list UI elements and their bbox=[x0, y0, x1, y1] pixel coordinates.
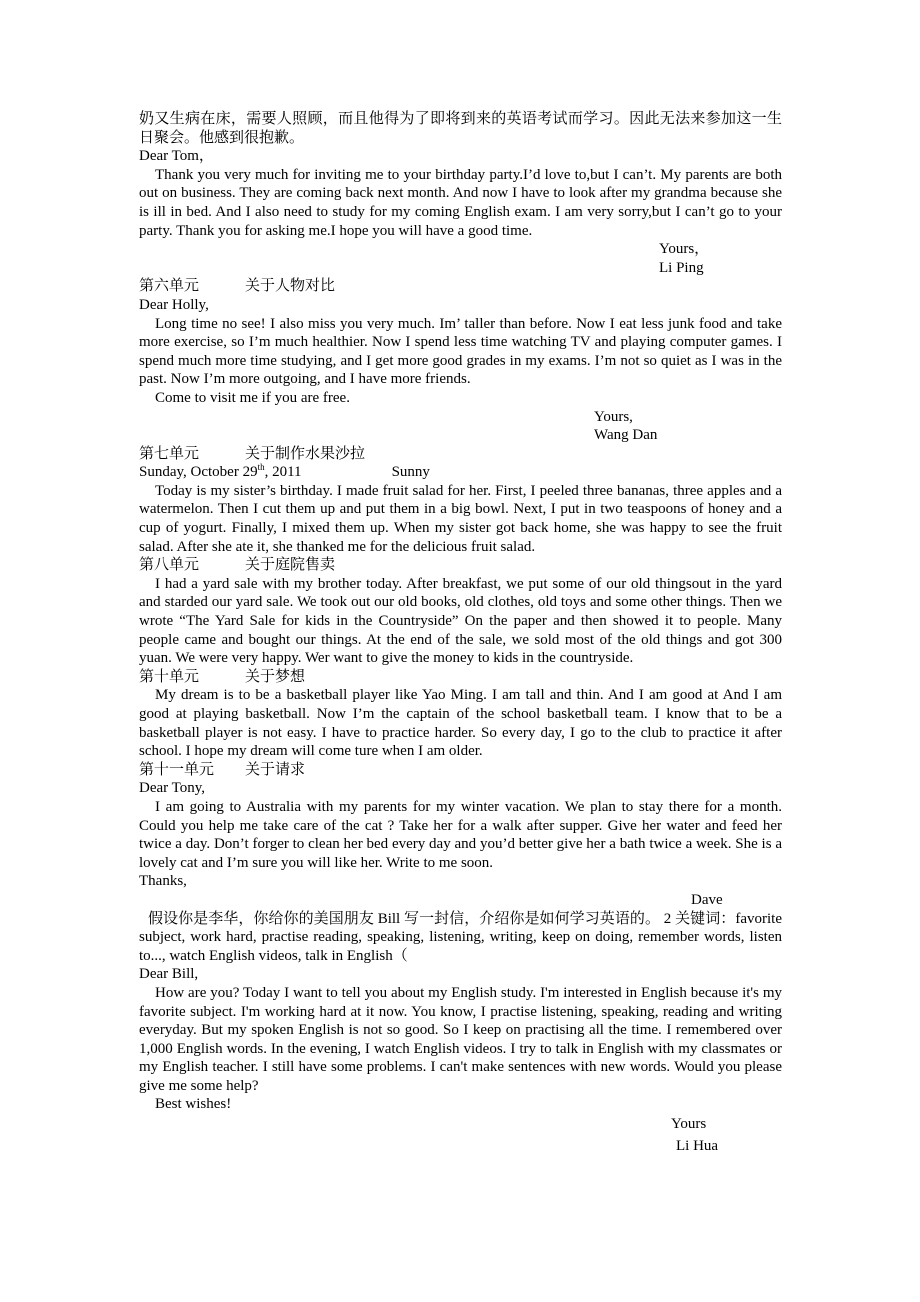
s12-closing: Yours bbox=[671, 1116, 707, 1133]
s12-signature: Li Hua bbox=[676, 1137, 719, 1154]
s11-body: I am going to Australia with my parents for my winter vacation. We plan to stay there for a month. Could you help me take care of the cat ? Take her for a walk after supper. Give her water and feed her twice a day. Don’t forger to clean her bed every day and you’d better give her a bath twice a week. She is a lovely cat and I’m sure you will like her. Write to me soon. bbox=[139, 798, 782, 871]
s10-heading bbox=[139, 668, 782, 687]
s11-closing: Thanks, bbox=[139, 873, 187, 890]
s5-greeting: Dear Tom， bbox=[139, 148, 214, 165]
s6-body2: Come to visit me if you are free. bbox=[155, 389, 350, 406]
s7-unit: 第七单元 bbox=[139, 445, 200, 462]
s8-unit: 第八单元 bbox=[139, 557, 200, 574]
s11-greeting: Dear Tony, bbox=[139, 780, 206, 797]
s7-weather: Sunny bbox=[391, 464, 430, 481]
s6-heading bbox=[139, 277, 782, 296]
s5-body: Thank you very much for inviting me to your birthday party.I’d love to,but I can’t. My parents are both out on business. They are coming back next month. And now I have to look after my grandma because she is ill in bed. And I also need to study for my coming English exam. I am very sorry,but I can’t go to your party. Thank you for asking me.I hope you will have a good time. bbox=[139, 166, 782, 239]
s5-signature: Li Ping bbox=[659, 259, 704, 276]
s11-signature: Dave bbox=[691, 891, 723, 908]
s8-body: I had a yard sale with my brother today. After breakfast, we put some of our old thingsout in the yard and starded our yard sale. We took out our old books, old clothes, old toys and some other things. Then we wrote “The Yard Sale for kids in the Countryside” On the paper and then showed it to people. Many people came and bought our things. At the end of the sale, we sold most of the old things and got 300 yuan. We were very happy. Wer want to give the money to kids in the countryside. bbox=[139, 575, 782, 667]
s7-date-sup: th bbox=[257, 462, 265, 473]
s7-topic: 关于制作水果沙拉 bbox=[245, 445, 366, 462]
s6-closing: Yours, bbox=[594, 408, 633, 425]
s6-topic: 关于人物对比 bbox=[245, 278, 336, 295]
s7-date-line bbox=[139, 463, 782, 482]
s12-prompt: 假设你是李华，你给你的美国朋友 Bill 写一封信，介绍你是如何学习英语的。 2 关键词：favorite subject, work hard, practise reading, speaking, listening, writing, keep on doing, remember words, listen to..., watch English videos, talk in English（ bbox=[139, 910, 782, 964]
s11-topic: 关于请求 bbox=[245, 761, 306, 778]
s10-topic: 关于梦想 bbox=[245, 668, 306, 685]
s12-body: How are you? Today I want to tell you about my English study. I'm interested in English because it's my favorite subject. I'm working hard at it now. You know, I practise listening, speaking, reading and writing everyday. But my spoken English is not so good. So I keep on practising all the time. I remembered over 1,000 English words. In the evening, I watch English videos. I try to talk in English with my classmates or my English teacher. I still have some problems. I can't make sentences with new words. Would you please give me some help? bbox=[139, 984, 782, 1094]
s8-heading bbox=[139, 556, 782, 575]
s11-unit: 第十一单元 bbox=[139, 761, 215, 778]
s7-date-post: , 2011 bbox=[264, 464, 302, 481]
s8-topic: 关于庭院售卖 bbox=[245, 557, 336, 574]
s6-unit: 第六单元 bbox=[139, 278, 200, 295]
s6-body: Long time no see! I also miss you very much. Im’ taller than before. Now I eat less junk food and take more exercise, so I’m much healthier. Now I spend less time watching TV and playing computer games. I spend much more time studying, and I get more good grades in my exams. I’m not so quiet as I was in the past. Now I’m more outgoing, and I have more friends. bbox=[139, 315, 782, 388]
s12-body2: Best wishes! bbox=[155, 1096, 232, 1113]
s6-greeting: Dear Holly, bbox=[139, 296, 209, 313]
s10-unit: 第十单元 bbox=[139, 668, 200, 685]
s7-date-pre: Sunday, October 29 bbox=[139, 464, 258, 481]
document-column bbox=[139, 110, 782, 1155]
s6-signature: Wang Dan bbox=[594, 427, 658, 444]
s7-body: Today is my sister’s birthday. I made fruit salad for her. First, I peeled three bananas, three apples and a watermelon. Then I cut them up and put them in a big bowl. Next, I put in two teaspoons of honey and a cup of yogurt. Finally, I mixed them up. When my sister got back home, she was happy to see the fruit salad. After she ate it, she thanked me for the delicious fruit salad. bbox=[139, 482, 782, 555]
s5-intro: 奶又生病在床，需要人照顾，而且他得为了即将到来的英语考试而学习。因此无法来参加这一生日聚会。他感到很抱歉。 bbox=[139, 111, 782, 146]
s11-heading bbox=[139, 761, 782, 780]
s12-greeting: Dear Bill, bbox=[139, 966, 199, 983]
s10-body: My dream is to be a basketball player like Yao Ming. I am tall and thin. And I am good at And I am good at playing basketball. Now I’m the captain of the school basketball team. I know that to be a basketball player is not easy. I have to practice harder. So every day, I go to the club to practice it after school. I hope my dream will come ture when I am older. bbox=[139, 687, 782, 760]
s7-heading bbox=[139, 445, 782, 464]
s5-closing: Yours， bbox=[659, 241, 710, 258]
